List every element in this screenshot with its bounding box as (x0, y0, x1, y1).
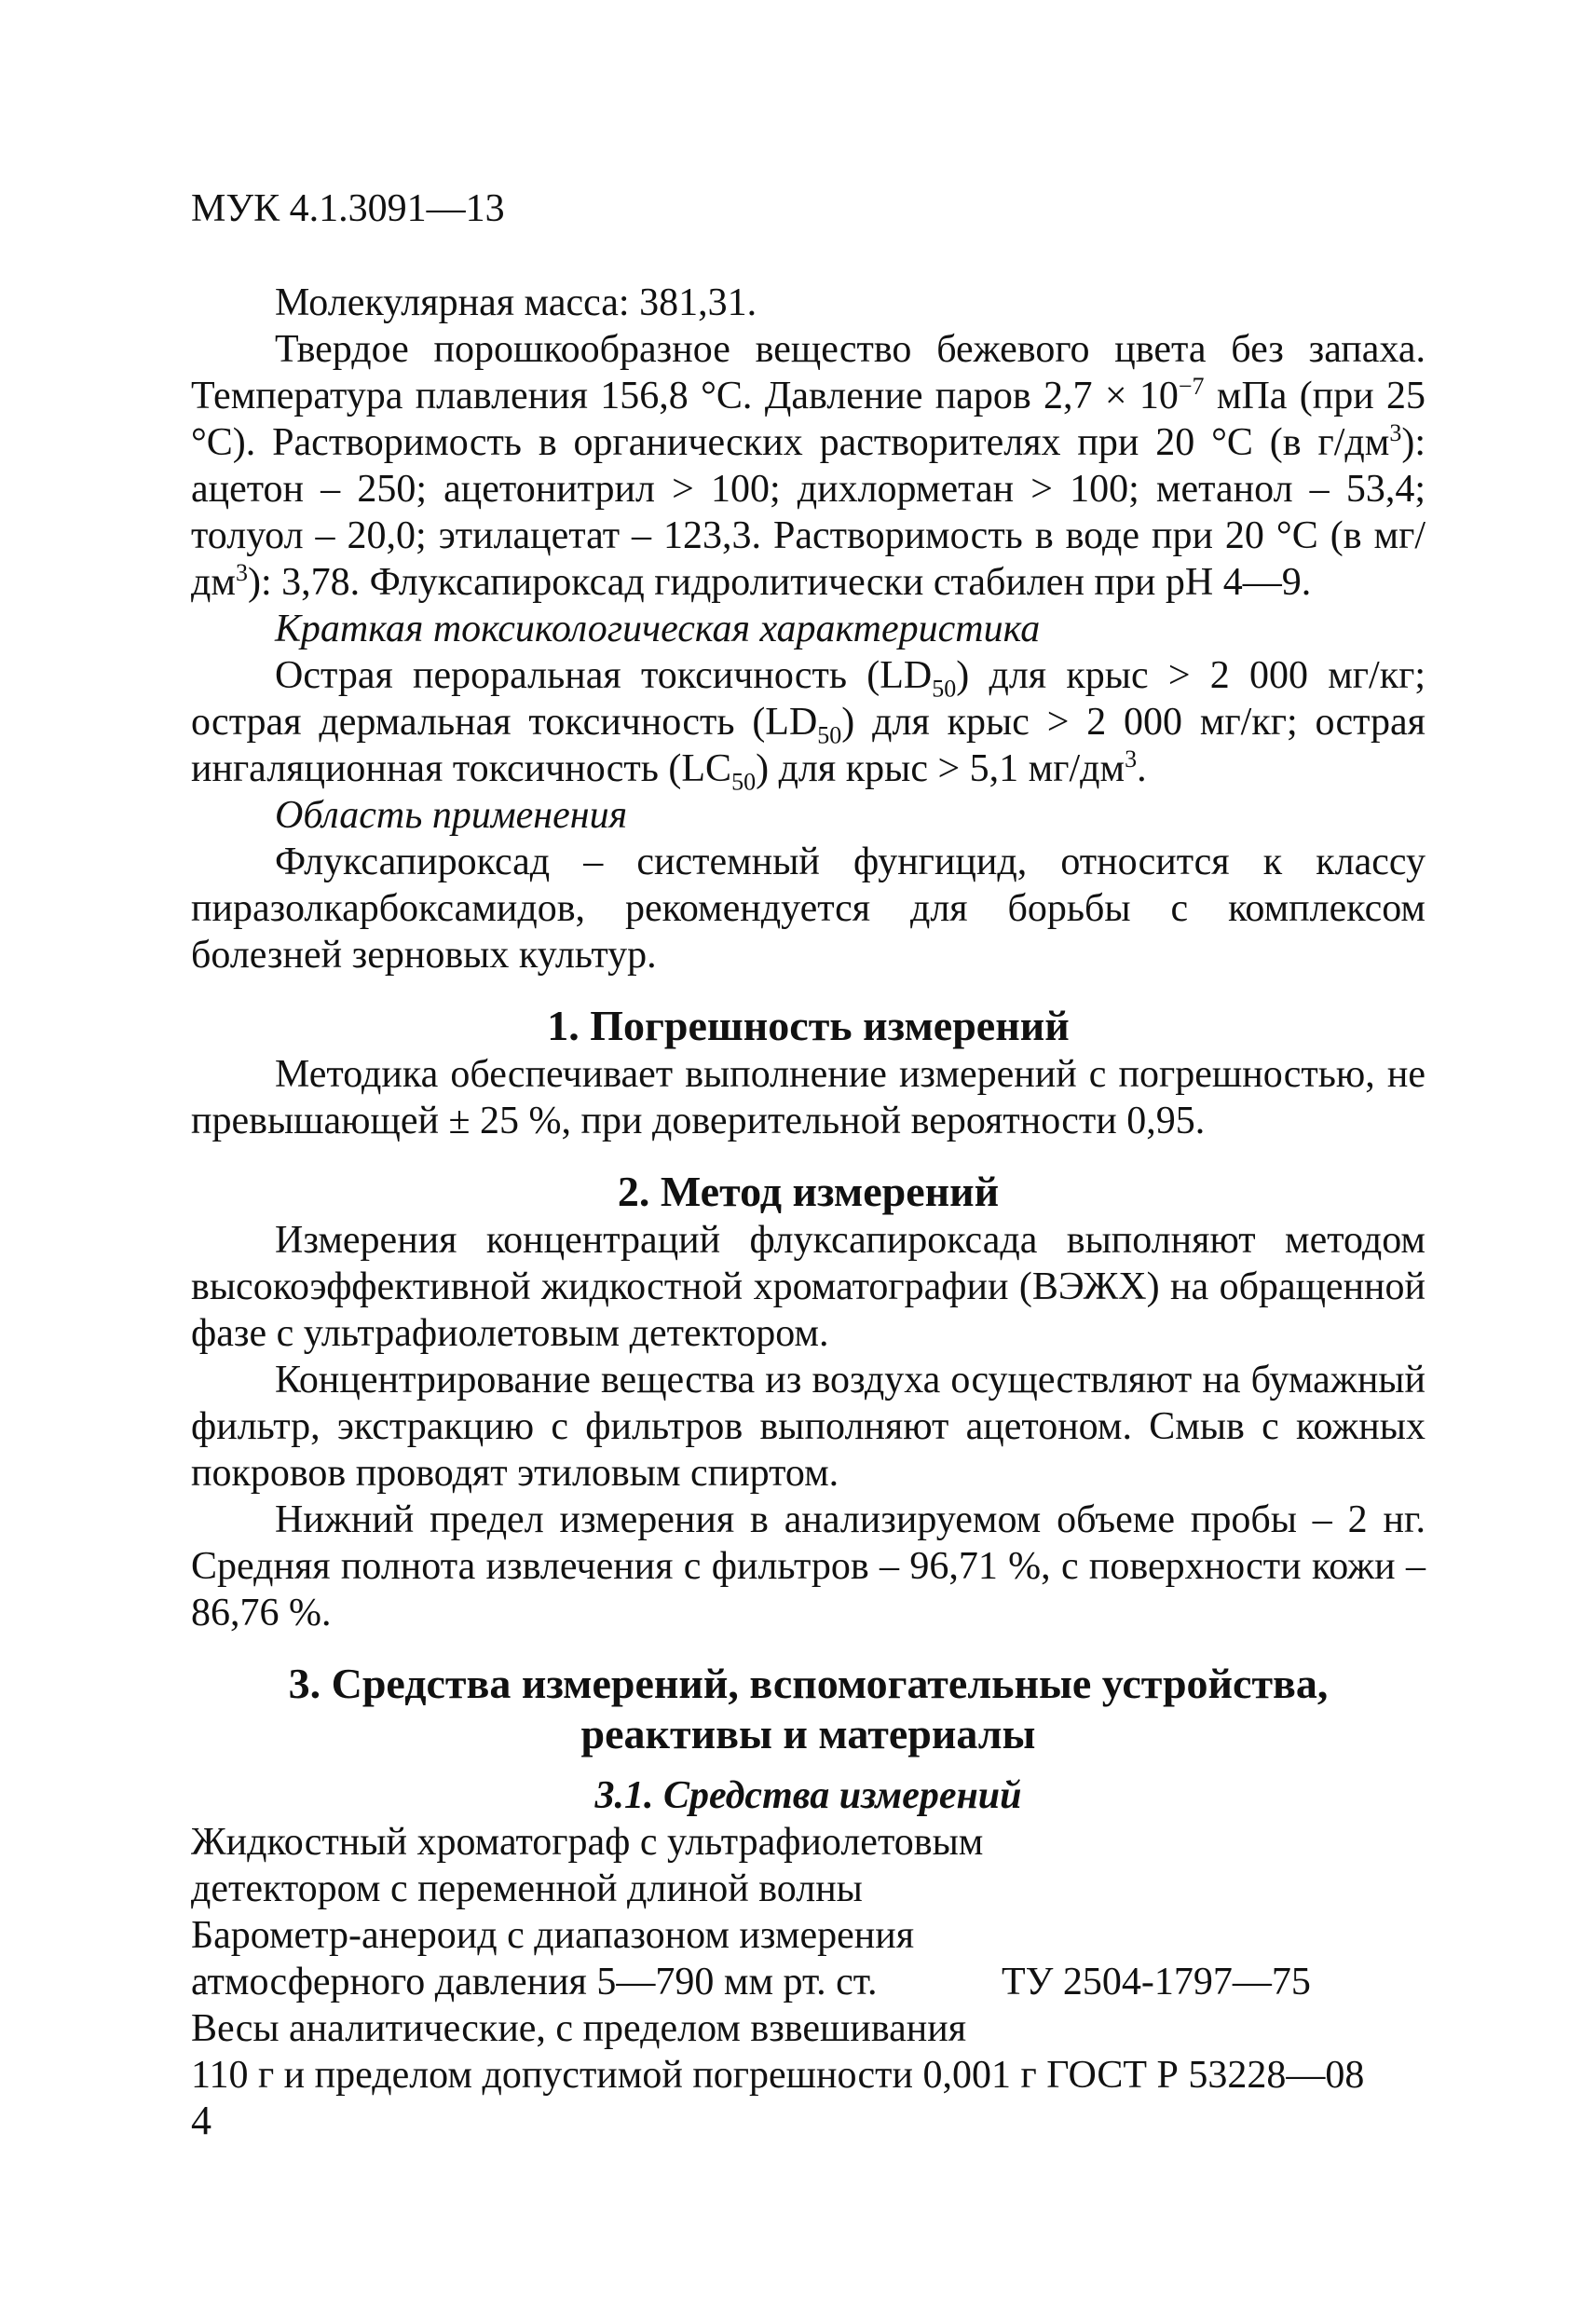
document-code: МУК 4.1.3091—13 (191, 187, 505, 230)
section-2-paragraph-1: Измерения концентраций флуксапироксада выполняют методом высокоэффективной жидкостной хроматографии (ВЭЖХ) на обращенной фазе с ультрафиолетовым детектором. (191, 1219, 1425, 1355)
instrument-row: Барометр-анероид с диапазоном измерения (191, 1914, 915, 1957)
section-3-1-title: 3.1. Средства измерений (594, 1774, 1022, 1817)
section-3-title-line-2: реактивы и материалы (580, 1710, 1036, 1757)
section-1-title: 1. Погрешность измерений (547, 1002, 1070, 1049)
instrument-row: Жидкостный хроматограф с ультрафиолетовым (191, 1821, 984, 1864)
physical-properties: Твердое порошкообразное вещество бежевого цвета без запаха. Температура плавления 156,8 °С. Давление паров $2,7 \times 10^{-7}$ мПа (при 25 °С). Растворимость в органических растворителях при 20 °С (в $г/дм^3$): ацетон – 250; ацетонитрил > 100; дихлорметан > 100; метанол – 53,4; толуол – 20,0; этилацетат – 123,3. Растворимость в воде при 20 °С (в $мг/дм^3$): 3,78. Флуксапироксад гидролитически стабилен при рН 4—9. (191, 328, 1425, 604)
section-2-paragraph-3: Нижний предел измерения в анализируемом объеме пробы – 2 нг. Средняя полнота извлечения с фильтров – 96,71 %, с поверхности кожи – 86,76 %. (191, 1498, 1425, 1634)
molecular-mass: Молекулярная масса: 381,31. (275, 281, 757, 324)
section-1-text: Методика обеспечивает выполнение измерений с погрешностью, не превышающей ± 25 %, при доверительной вероятности 0,95. (191, 1053, 1425, 1142)
instrument-row: Весы аналитические, с пределом взвешивания (191, 2007, 967, 2050)
section-2-paragraph-2: Концентрирование вещества из воздуха осуществляют на бумажный фильтр, экстракцию с фильтров выполняют ацетоном. Смыв с кожных покровов проводят этиловым спиртом. (191, 1359, 1425, 1495)
section-3-title-line-1: 3. Средства измерений, вспомогательные устройства, (288, 1660, 1329, 1707)
instrument-row: атмосферного давления 5—790 мм рт. ст. ТУ 2504-1797—75 (191, 1961, 1311, 2003)
instrument-row: 110 г и пределом допустимой погрешности 0,001 г ГОСТ Р 53228—08 (191, 2054, 1365, 2097)
tox-text: Острая пероральная токсичность $(LD_{50})$ для крыс > 2 000 мг/кг; острая дермальная токсичность $(LD_{50})$ для крыс > 2 000 мг/кг; острая ингаляционная токсичность $(LC_{50})$ для крыс > 5,1 $мг/дм^3$. (191, 654, 1426, 796)
page-number: 4 (191, 2098, 211, 2143)
scope-heading: Область применения (275, 794, 628, 837)
tox-heading: Краткая токсикологическая характеристика (275, 608, 1041, 650)
instrument-row: детектором с переменной длиной волны (191, 1867, 863, 1910)
instruments-list (191, 1819, 1425, 2099)
scope-text: Флуксапироксад – системный фунгицид, относится к классу пиразолкарбоксамидов, рекомендуется для борьбы с комплексом болезней зерновых культур. (191, 841, 1425, 977)
page-body (191, 280, 1425, 2099)
section-2-title: 2. Метод измерений (617, 1168, 1000, 1215)
